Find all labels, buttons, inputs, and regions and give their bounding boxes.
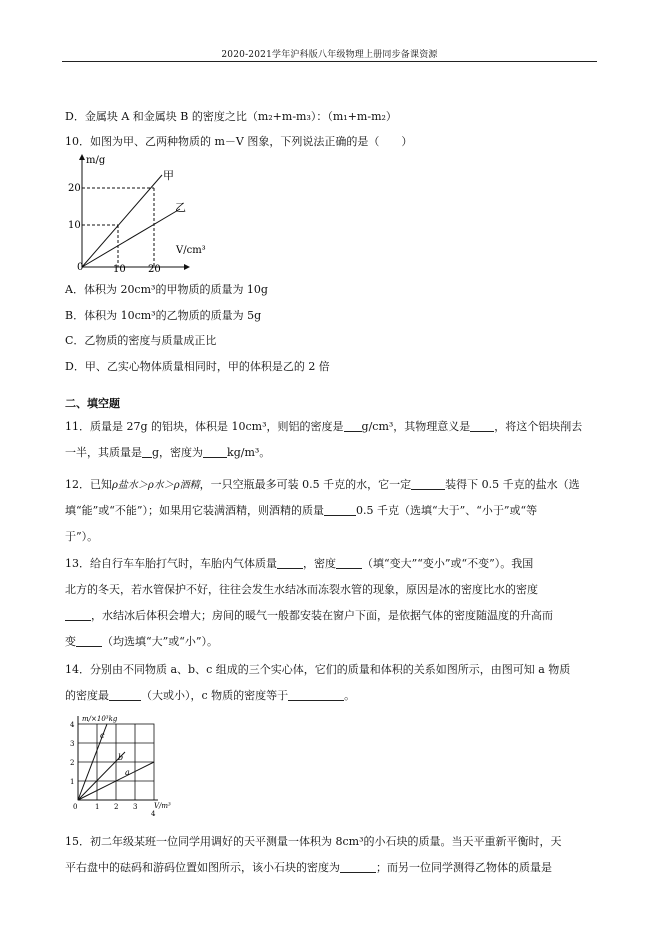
q13-line2: 北方的冬天，若水管保护不好，往往会发生水结冰而冻裂水管的现象，原因是冰的密度比水的密度 [65,583,538,596]
q11-line2: 一半，其质量是 g，密度为 kg/m³。 [65,446,271,459]
header-rule [62,61,597,62]
series-a-label: a [125,768,130,777]
q10-option-b: B．体积为 10cm³的乙物质的质量为 5g [65,309,262,322]
q10-option-a: A．体积为 20cm³的甲物质的质量为 10g [65,283,268,296]
y-tick-20: 20 [68,183,81,194]
q15-line1: 15．初二年级某班一位同学用调好的天平测量一体积为 8cm³的小石块的质量。当天平重新平衡时，天 [65,835,562,848]
x-tick-4: 4 [151,810,156,818]
series-jia-label: 甲 [163,169,174,182]
q14-line2: 的密度最 （大或小），c 物质的密度等于 。 [65,689,356,702]
series-yi-label: 乙 [175,201,186,214]
q10-option-d: D．甲、乙实心物体质量相同时，甲的体积是乙的 2 倍 [65,360,330,373]
x-tick-3: 3 [133,803,138,811]
q14-line1: 14．分别由不同物质 a、b、c 组成的三个实心体，它们的质量和体积的关系如图所示，由图可知 a 物质 [65,663,571,676]
section-title: 二、填空题 [65,397,120,410]
q10-stem: 10．如图为甲、乙两种物质的 m－V 图象，下列说法正确的是（ ） [65,135,413,148]
q15-line2: 平右盘中的砝码和游码位置如图所示，该小石块的密度为 ；而另一位同学测得乙物体的质量是 [65,861,552,874]
y-tick-10: 10 [68,220,81,231]
series-yi-line [82,209,180,267]
series-c-label: c [100,731,105,740]
q10-mv-graph [62,150,242,275]
x-tick-2: 2 [114,803,119,811]
q14-mv-graph [62,712,172,818]
y-tick-4: 4 [70,721,75,729]
q12-line2: 填“能”或“不能”）；如果用它装满酒精，则酒精的质量 0.5 千克（选填“大于”、“小于”或“等 [65,504,538,517]
page-header: 2020-2021学年沪科版八年级物理上册同步备课资源 [221,50,438,60]
x-tick-0: 0 [77,262,84,273]
y-axis-label: m/×10³kg [82,715,118,723]
x-axis-label: V/m³ [154,802,171,810]
y-tick-1: 1 [70,778,75,786]
x-tick-0: 0 [73,803,78,811]
q10-option-c: C．乙物质的密度与质量成正比 [65,334,217,347]
series-b-label: b [118,753,124,762]
x-tick-10: 10 [113,264,126,275]
y-axis-label: m/g [86,155,106,166]
y-tick-3: 3 [70,740,75,748]
x-tick-20: 20 [148,264,161,275]
q13-line1: 13．给自行车车胎打气时，车胎内气体质量 ，密度 （填“变大”“变小”或“不变”）。我国 [65,557,534,570]
q11-line1: 11．质量是 27g 的铝块，体积是 10cm³，则铝的密度是 g/cm³，其物理意义是 ，将这个铝块削去 [65,420,583,433]
x-tick-1: 1 [95,803,100,811]
q13-line3: ，水结冰后体积会增大；房间的暖气一般都安装在窗户下面，是依据气体的密度随温度的升高而 [65,609,553,623]
series-jia-line [82,175,162,267]
x-axis-label: V/cm³ [176,245,206,256]
y-tick-2: 2 [70,759,75,767]
q13-line4: 变 （均选填“大”或“小”）。 [65,635,218,648]
q12-line1: 12．已知ρ盐水＞ρ水＞ρ酒精，一只空瓶最多可装 0.5 千克的水，它一定 装得下 0.5 千克的盐水（选 [65,478,580,491]
q9-option-d: D．金属块 A 和金属块 B 的密度之比（m₂+m-m₃）：（m₁+m-m₂） [65,110,397,123]
q12-line3: 于”）。 [65,530,99,543]
